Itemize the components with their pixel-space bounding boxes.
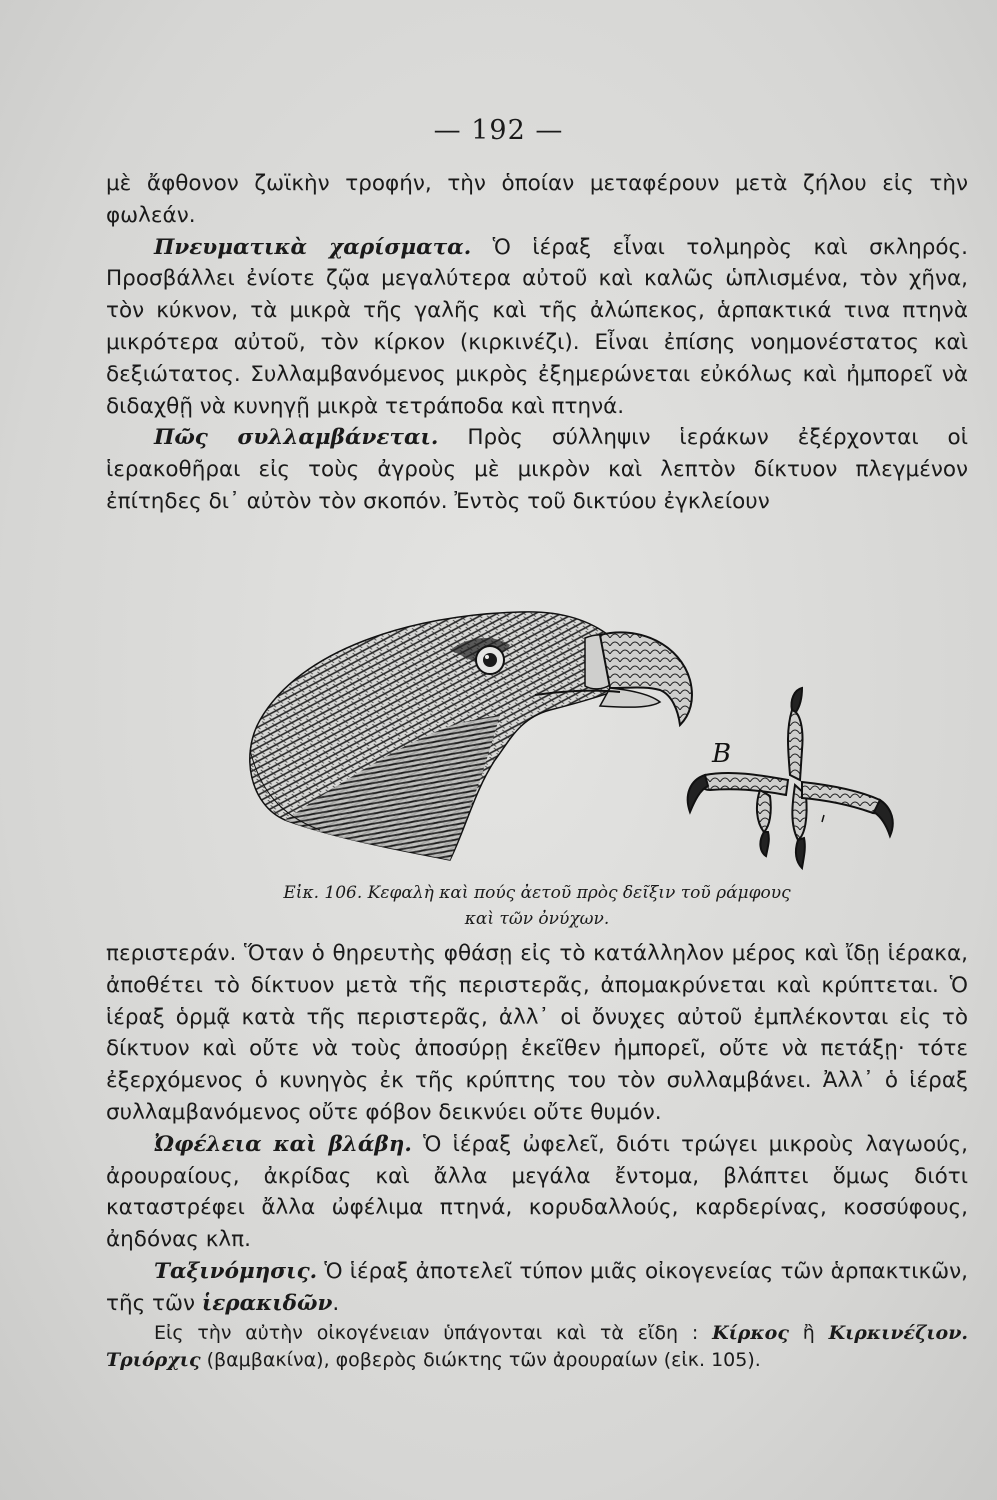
eagle-head	[250, 612, 692, 860]
paragraph-capture-continued: περιστεράν. Ὅταν ὁ θηρευτὴς φθάσῃ εἰς τὸ κατάλληλον μέρος καὶ ἴδῃ ἱέρακα, ἀποθέτει τὸ δίκτυον μετὰ τῆς περιστερᾶς, ἀπομακρύνεται καὶ κρύπτεται. Ὁ ἱέραξ ὁρμᾷ κατὰ τῆς περιστερᾶς, ἀλλ᾽ οἱ ὄνυχες αὐτοῦ ἐμπλέκονται εἰς τὸ δίκτυον καὶ οὔτε νὰ τοὺς ἀποσύρῃ ἐκεῖθεν ἠμπορεῖ, οὔτε νὰ πετάξῃ· τότε ἐξερχόμενος ὁ κυνηγὸς ἐκ τῆς κρύπτης του τὸν συλλαμβάνει. Ἀλλ᾽ ὁ ἱέραξ συλλαμβανόμενος οὔτε φόβον δεικνύει οὔτε θυμόν.	[106, 941, 968, 1125]
paragraph-benefit-harm	[106, 1129, 968, 1256]
caption-line-1: Εἰκ. 106. Κεφαλὴ καὶ πούς ἀετοῦ πρὸς δεῖξιν τοῦ ράμφους	[283, 883, 791, 903]
eagle-illustration	[190, 590, 920, 880]
species-intro: Εἰς τὴν αὐτὴν οἰκογένειαν ὑπάγονται καὶ τὰ εἴδη :	[154, 1321, 713, 1344]
section-heading: Πνευματικὰ χαρίσματα.	[154, 234, 472, 260]
paragraph-text: Πρὸς σύλληψιν ἱεράκων ἐξέρχονται οἱ ἱερακοθῆραι εἰς τοὺς ἀγροὺς μὲ μικρὸν καὶ λεπτὸν δίκτυον πλεγμένον ἐπίτηδες δι᾽ αὐτὸν τὸν σκοπόν. Ἐντὸς τοῦ δικτύου ἐγκλείουν	[106, 425, 968, 514]
text-block-top	[106, 168, 968, 518]
family-name: ἱερακιδῶν	[201, 1290, 333, 1316]
section-heading: Ὠφέλεια καὶ βλάβη.	[154, 1131, 412, 1157]
eagle-head-and-foot-drawing	[190, 590, 920, 880]
paragraph-continuation: μὲ ἄφθονον ζωϊκὴν τροφήν, τὴν ὁποίαν μεταφέρουν μετὰ ζήλου εἰς τὴν φωλεάν.	[106, 171, 968, 228]
paragraph-classification	[106, 1256, 968, 1320]
species-text: (βαμβακίνα), φοβερὸς διώκτης τῶν ἀρουραίων (εἰκ. 105).	[200, 1348, 761, 1371]
caption-line-2: καὶ τῶν ὀνύχων.	[464, 909, 610, 929]
paragraph-species	[106, 1320, 968, 1374]
section-heading: Πῶς συλλαμβάνεται.	[154, 425, 439, 451]
species-name: Κίρκος	[712, 1321, 789, 1344]
page-number: — 192 —	[433, 115, 564, 146]
figure-caption	[106, 880, 968, 932]
paragraph-mental-traits	[106, 232, 968, 423]
text-block-bottom	[106, 938, 968, 1374]
small-mark	[822, 815, 824, 822]
paragraph-text: Ὁ ἱέραξ ὠφελεῖ, διότι τρώγει μικροὺς λαγωούς, ἀρουραίους, ἀκρίδας καὶ ἄλλα μεγάλα ἔντομα, βλάπτει ὅμως διότι καταστρέφει ἄλλα ὠφέλιμα πτηνά, κορυδαλλούς, καρδερίνας, κοσσύφους, ἀηδόνας κλπ.	[106, 1131, 968, 1253]
paragraph-end: .	[332, 1290, 340, 1316]
species-text: ἢ	[788, 1321, 829, 1344]
species-name: Κιρκινέζιον.	[828, 1321, 969, 1344]
species-name: Τριόρχις	[106, 1348, 201, 1371]
paragraph-text: Ὁ ἱέραξ εἶναι τολμηρὸς καὶ σκληρός. Προσβάλλει ἐνίοτε ζῷα μεγαλύτερα αὐτοῦ καὶ καλῶς ὡπλισμένα, τὸν χῆνα, τὸν κύκνον, τὰ μικρὰ τῆς γαλῆς καὶ τῆς ἀλώπεκος, ἁρπακτικά τινα πτηνὰ μικρότερα αὐτοῦ, τὸν κίρκον (κιρκινέζι). Εἶναι ἐπίσης νοημονέστατος καὶ δεξιώτατος. Συλλαμβανόμενος μικρὸς ἐξημερώνεται εὐκόλως καὶ ἠμπορεῖ νὰ διδαχθῇ νὰ κυνηγῇ μικρὰ τετράποδα καὶ πτηνά.	[106, 234, 968, 419]
paragraph-text: Ὁ ἱέραξ ἀποτελεῖ τύπον μιᾶς οἰκογενείας τῶν ἁρπακτικῶν, τῆς τῶν	[106, 1258, 968, 1316]
paragraph-capture	[106, 422, 968, 517]
section-heading: Ταξινόμησις.	[154, 1258, 318, 1284]
eagle-talon	[688, 688, 893, 868]
figure-label-b: B	[712, 739, 732, 769]
